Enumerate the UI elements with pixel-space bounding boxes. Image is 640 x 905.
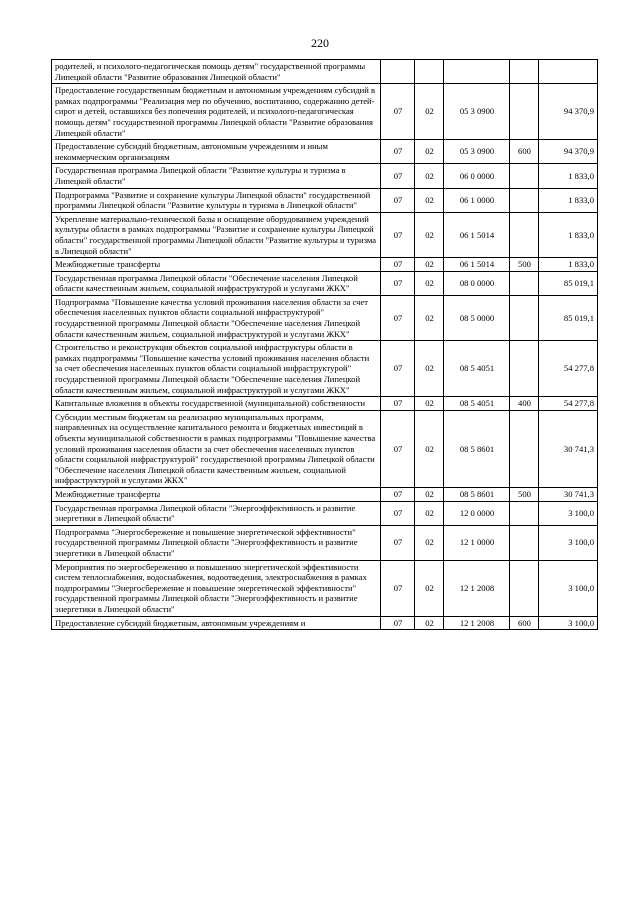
target-article-cell: 12 1 2008	[444, 560, 510, 616]
amount-cell: 1 833,0	[539, 164, 598, 188]
expense-type-cell	[510, 560, 539, 616]
expense-name-cell: Межбюджетные трансферты	[52, 258, 381, 272]
expense-name-cell: Предоставление государственным бюджетным и автономным учреждениям субсидий в рамках подпрограммы "Реализация мер по обучению, воспитанию, содержанию детей-сирот и детей, оставшихся без попечения родителей, и психолого-педагогическая помощь детям" государственной программы Липецкой области "Развитие образования Липецкой области"	[52, 84, 381, 140]
amount-cell: 30 741,3	[539, 487, 598, 501]
subsection-code-cell	[415, 60, 444, 84]
target-article-cell: 08 5 8601	[444, 487, 510, 501]
subsection-code-cell: 02	[415, 295, 444, 340]
expense-type-cell	[510, 410, 539, 487]
budget-table-body	[52, 60, 598, 630]
expense-name-cell: Межбюджетные трансферты	[52, 487, 381, 501]
target-article-cell: 08 0 0000	[444, 271, 510, 295]
subsection-code-cell: 02	[415, 140, 444, 164]
amount-cell: 3 100,0	[539, 501, 598, 525]
amount-cell: 54 277,8	[539, 341, 598, 397]
expense-name-cell: Капитальные вложения в объекты государственной (муниципальной) собственности	[52, 397, 381, 411]
section-code-cell: 07	[381, 397, 415, 411]
expense-type-cell	[510, 212, 539, 257]
target-article-cell: 08 5 4051	[444, 397, 510, 411]
expense-type-cell: 600	[510, 140, 539, 164]
table-row	[52, 501, 598, 525]
expense-type-cell	[510, 525, 539, 560]
table-row	[52, 271, 598, 295]
table-row	[52, 212, 598, 257]
subsection-code-cell: 02	[415, 212, 444, 257]
section-code-cell: 07	[381, 164, 415, 188]
subsection-code-cell: 02	[415, 560, 444, 616]
expense-name-cell: Укрепление материально-технической базы и оснащение оборудованием учреждений культуры области в рамках подпрограммы "Развитие и сохранение культуры Липецкой области" государственной программы Липецкой области "Развитие культуры и туризма в Липецкой области"	[52, 212, 381, 257]
target-article-cell	[444, 60, 510, 84]
table-row	[52, 525, 598, 560]
table-row	[52, 616, 598, 630]
table-row	[52, 140, 598, 164]
amount-cell	[539, 60, 598, 84]
expense-name-cell: Субсидии местным бюджетам на реализацию муниципальных программ, направленных на осуществление капитального ремонта и бюджетных инвестиций в объекты муниципальной собственности в рамках подпрограммы "Повышение качества условий проживания населения области за счет обеспечения населенных пунктов области социальной инфраструктурой" государственной программы Липецкой области "Обеспечение населения Липецкой области качественным жильем, социальной инфраструктурой и услугами ЖКХ"	[52, 410, 381, 487]
target-article-cell: 12 0 0000	[444, 501, 510, 525]
amount-cell: 1 833,0	[539, 188, 598, 212]
expense-type-cell	[510, 60, 539, 84]
target-article-cell: 06 0 0000	[444, 164, 510, 188]
table-row	[52, 487, 598, 501]
target-article-cell: 06 1 5014	[444, 212, 510, 257]
amount-cell: 85 019,1	[539, 295, 598, 340]
section-code-cell: 07	[381, 140, 415, 164]
subsection-code-cell: 02	[415, 410, 444, 487]
table-row	[52, 341, 598, 397]
subsection-code-cell: 02	[415, 188, 444, 212]
section-code-cell: 07	[381, 295, 415, 340]
section-code-cell	[381, 60, 415, 84]
target-article-cell: 06 1 5014	[444, 258, 510, 272]
expense-name-cell: Подпрограмма "Энергосбережение и повышение энергетической эффективности" государственной программы Липецкой области "Энергоэффективность и развитие энергетики в Липецкой области"	[52, 525, 381, 560]
table-row	[52, 410, 598, 487]
amount-cell: 3 100,0	[539, 525, 598, 560]
amount-cell: 30 741,3	[539, 410, 598, 487]
amount-cell: 94 370,9	[539, 140, 598, 164]
amount-cell: 3 100,0	[539, 616, 598, 630]
expense-type-cell	[510, 188, 539, 212]
subsection-code-cell: 02	[415, 525, 444, 560]
table-row	[52, 188, 598, 212]
amount-cell: 54 277,8	[539, 397, 598, 411]
section-code-cell: 07	[381, 616, 415, 630]
expense-name-cell: Государственная программа Липецкой области "Обеспечение населения Липецкой области качественным жильем, социальной инфраструктурой и услугами ЖКХ"	[52, 271, 381, 295]
amount-cell: 3 100,0	[539, 560, 598, 616]
table-row	[52, 560, 598, 616]
expense-name-cell: Предоставление субсидий бюджетным, автономным учреждениям и иным некоммерческим организациям	[52, 140, 381, 164]
subsection-code-cell: 02	[415, 501, 444, 525]
subsection-code-cell: 02	[415, 341, 444, 397]
target-article-cell: 05 3 0900	[444, 84, 510, 140]
expense-name-cell: Подпрограмма "Развитие и сохранение культуры Липецкой области" государственной программы Липецкой области "Развитие культуры и туризма в Липецкой области"	[52, 188, 381, 212]
expense-type-cell	[510, 501, 539, 525]
amount-cell: 94 370,9	[539, 84, 598, 140]
subsection-code-cell: 02	[415, 258, 444, 272]
target-article-cell: 06 1 0000	[444, 188, 510, 212]
expense-type-cell	[510, 164, 539, 188]
expense-type-cell: 500	[510, 487, 539, 501]
expense-name-cell: Государственная программа Липецкой области "Энергоэффективность и развитие энергетики в Липецкой области"	[52, 501, 381, 525]
section-code-cell: 07	[381, 271, 415, 295]
subsection-code-cell: 02	[415, 397, 444, 411]
target-article-cell: 12 1 2008	[444, 616, 510, 630]
section-code-cell: 07	[381, 258, 415, 272]
section-code-cell: 07	[381, 501, 415, 525]
subsection-code-cell: 02	[415, 616, 444, 630]
expense-name-cell: родителей, и психолого-педагогическая помощь детям" государственной программы Липецкой области "Развитие образования Липецкой области"	[52, 60, 381, 84]
target-article-cell: 08 5 8601	[444, 410, 510, 487]
subsection-code-cell: 02	[415, 164, 444, 188]
expense-type-cell	[510, 84, 539, 140]
subsection-code-cell: 02	[415, 84, 444, 140]
section-code-cell: 07	[381, 341, 415, 397]
expense-name-cell: Предоставление субсидий бюджетным, автономным учреждениям и	[52, 616, 381, 630]
expense-type-cell	[510, 341, 539, 397]
section-code-cell: 07	[381, 525, 415, 560]
amount-cell: 85 019,1	[539, 271, 598, 295]
expense-name-cell: Строительство и реконструкция объектов социальной инфраструктуры области в рамках подпрограммы "Повышение качества условий проживания населения области за счет обеспечения населенных пунктов области социальной инфраструктурой" государственной программы Липецкой области "Обеспечение населения Липецкой области качественным жильем, социальной инфраструктурой и услугами ЖКХ"	[52, 341, 381, 397]
target-article-cell: 08 5 4051	[444, 341, 510, 397]
target-article-cell: 05 3 0900	[444, 140, 510, 164]
budget-table	[51, 59, 598, 630]
section-code-cell: 07	[381, 84, 415, 140]
expense-name-cell: Государственная программа Липецкой области "Развитие культуры и туризма в Липецкой области"	[52, 164, 381, 188]
expense-type-cell: 400	[510, 397, 539, 411]
subsection-code-cell: 02	[415, 487, 444, 501]
table-row	[52, 60, 598, 84]
expense-type-cell: 600	[510, 616, 539, 630]
expense-type-cell: 500	[510, 258, 539, 272]
section-code-cell: 07	[381, 410, 415, 487]
page-number: 220	[311, 36, 329, 50]
table-row	[52, 397, 598, 411]
subsection-code-cell: 02	[415, 271, 444, 295]
expense-name-cell: Мероприятия по энергосбережению и повышению энергетической эффективности систем теплоснабжения, водоснабжения, водоотведения, электроснабжения в рамках подпрограммы "Энергосбережение и повышение энергетической эффективности" государственной программы Липецкой области "Энергоэффективность и развитие энергетики в Липецкой области"	[52, 560, 381, 616]
section-code-cell: 07	[381, 188, 415, 212]
expense-name-cell: Подпрограмма "Повышение качества условий проживания населения области за счет обеспечения населенных пунктов области социальной инфраструктурой" государственной программы Липецкой области "Обеспечение населения Липецкой области качественным жильем, социальной инфраструктурой и услугами ЖКХ"	[52, 295, 381, 340]
target-article-cell: 12 1 0000	[444, 525, 510, 560]
target-article-cell: 08 5 0000	[444, 295, 510, 340]
table-row	[52, 164, 598, 188]
section-code-cell: 07	[381, 487, 415, 501]
amount-cell: 1 833,0	[539, 212, 598, 257]
table-row	[52, 295, 598, 340]
expense-type-cell	[510, 271, 539, 295]
section-code-cell: 07	[381, 560, 415, 616]
expense-type-cell	[510, 295, 539, 340]
table-row	[52, 84, 598, 140]
table-row	[52, 258, 598, 272]
section-code-cell: 07	[381, 212, 415, 257]
amount-cell: 1 833,0	[539, 258, 598, 272]
